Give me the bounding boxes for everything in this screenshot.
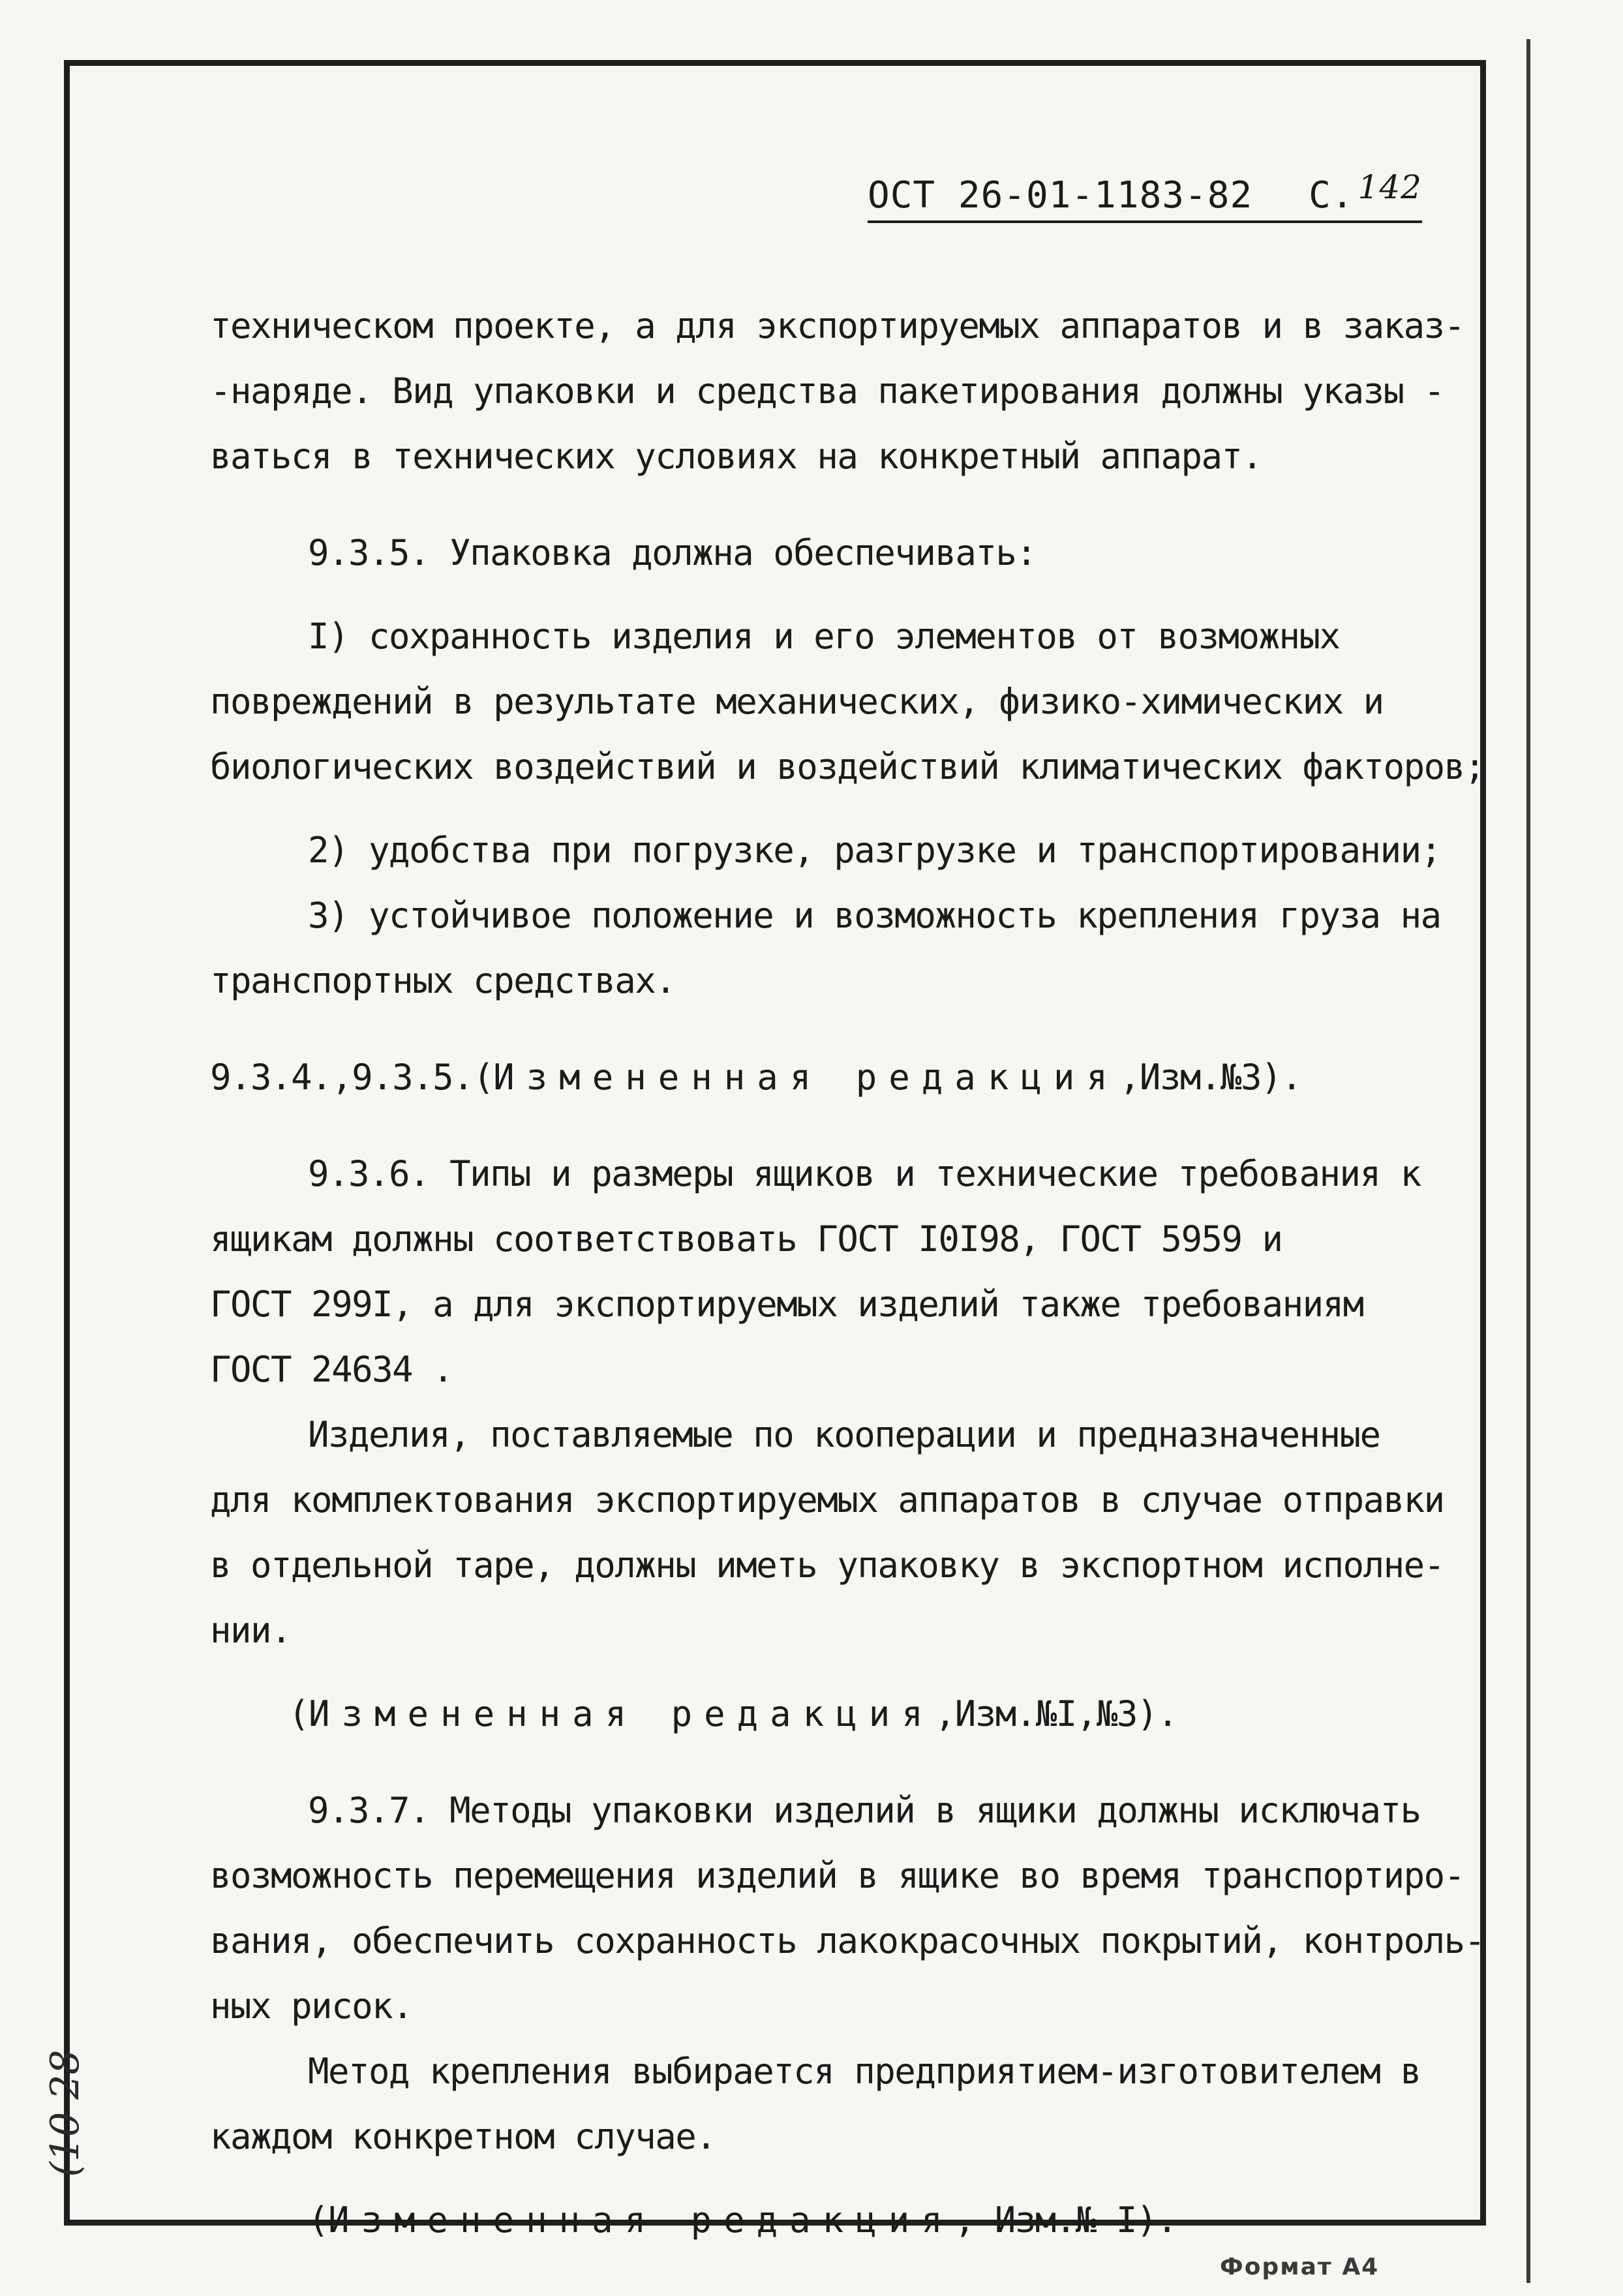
text-line: транспортных средствах. [210,960,676,1001]
list-item-1: I) сохранность изделия и его элементов от возможных [308,616,1340,657]
revision-note-suffix: , Изм.№ I). [954,2199,1177,2241]
list-item-2: 2) удобства при погрузке, разгрузке и транспортировании; [308,830,1441,871]
section-9-3-6: 9.3.6. Типы и размеры ящиков и технические требования к [308,1153,1421,1194]
format-label: Формат А4 [1220,2254,1380,2280]
revision-note [210,1045,1482,1110]
text-line: возможность перемещения изделий в ящике во время транспортиро- [210,1855,1464,1896]
page-prefix: С. [1309,174,1354,217]
revision-note-prefix: 9.3.4.,9.3.5.( [210,1057,494,1098]
section-9-3-5-title: 9.3.5. Упаковка должна обеспечивать: [308,532,1037,573]
page-header [868,168,1422,223]
revision-note-prefix: ( [288,1693,309,1734]
page-number: 142 [1358,168,1422,206]
text-line: повреждений в результате механических, физико-химических и [210,681,1384,722]
text-line: ГОСТ 299I, а для экспортируемых изделий также требованиям [210,1284,1363,1325]
text-line: для комплектования экспортируемых аппаратов в случае отправки [210,1479,1444,1520]
document-code: ОСТ 26-01-1183-82 [868,174,1253,217]
text-line: техническом проекте, а для экспортируемых аппаратов и в заказ- [210,305,1464,346]
text-line: в отдельной таре, должны иметь упаковку в экспортном исполне- [210,1545,1444,1586]
binding-rule [1526,39,1530,2283]
revision-note-suffix: ,Изм.№I,№3). [934,1693,1177,1734]
text-line: каждом конкретном случае. [210,2116,716,2157]
text-line: ваться в технических условиях на конкретный аппарат. [210,436,1262,477]
revision-note-suffix: ,Изм.№3). [1119,1057,1301,1098]
list-item-3: 3) устойчивое положение и возможность крепления груза на [308,895,1441,936]
revision-note-spaced: Измененная редакция [309,1693,935,1734]
text-line: -наряде. Вид упаковки и средства пакетирования должны указы - [210,370,1444,412]
revision-note [210,2188,1482,2253]
revision-note [210,1682,1482,1747]
text-line: ГОСТ 24634 . [210,1349,453,1390]
revision-note-spaced: Измененная редакция [328,2199,954,2241]
text-line: нии. [210,1610,292,1651]
revision-note-spaced: Измененная редакция [493,1057,1119,1098]
text-line: ных рисок. [210,1986,413,2027]
revision-note-prefix: ( [308,2199,329,2241]
text-line: вания, обеспечить сохранность лакокрасочных покрытий, контроль- [210,1920,1485,1961]
text-line: биологических воздействий и воздействий климатических факторов; [210,746,1485,787]
page-number-block [1309,168,1422,217]
paragraph-start: Метод крепления выбирается предприятием-изготовителем в [308,2051,1421,2092]
section-9-3-7: 9.3.7. Методы упаковки изделий в ящики должны исключать [308,1790,1421,1831]
handwritten-margin-note: (10 28 [42,2049,88,2177]
document-body [210,294,1485,2253]
paragraph-start: Изделия, поставляемые по кооперации и предназначенные [308,1414,1380,1455]
text-line: ящикам должны соответствовать ГОСТ I0I98, ГОСТ 5959 и [210,1218,1282,1260]
